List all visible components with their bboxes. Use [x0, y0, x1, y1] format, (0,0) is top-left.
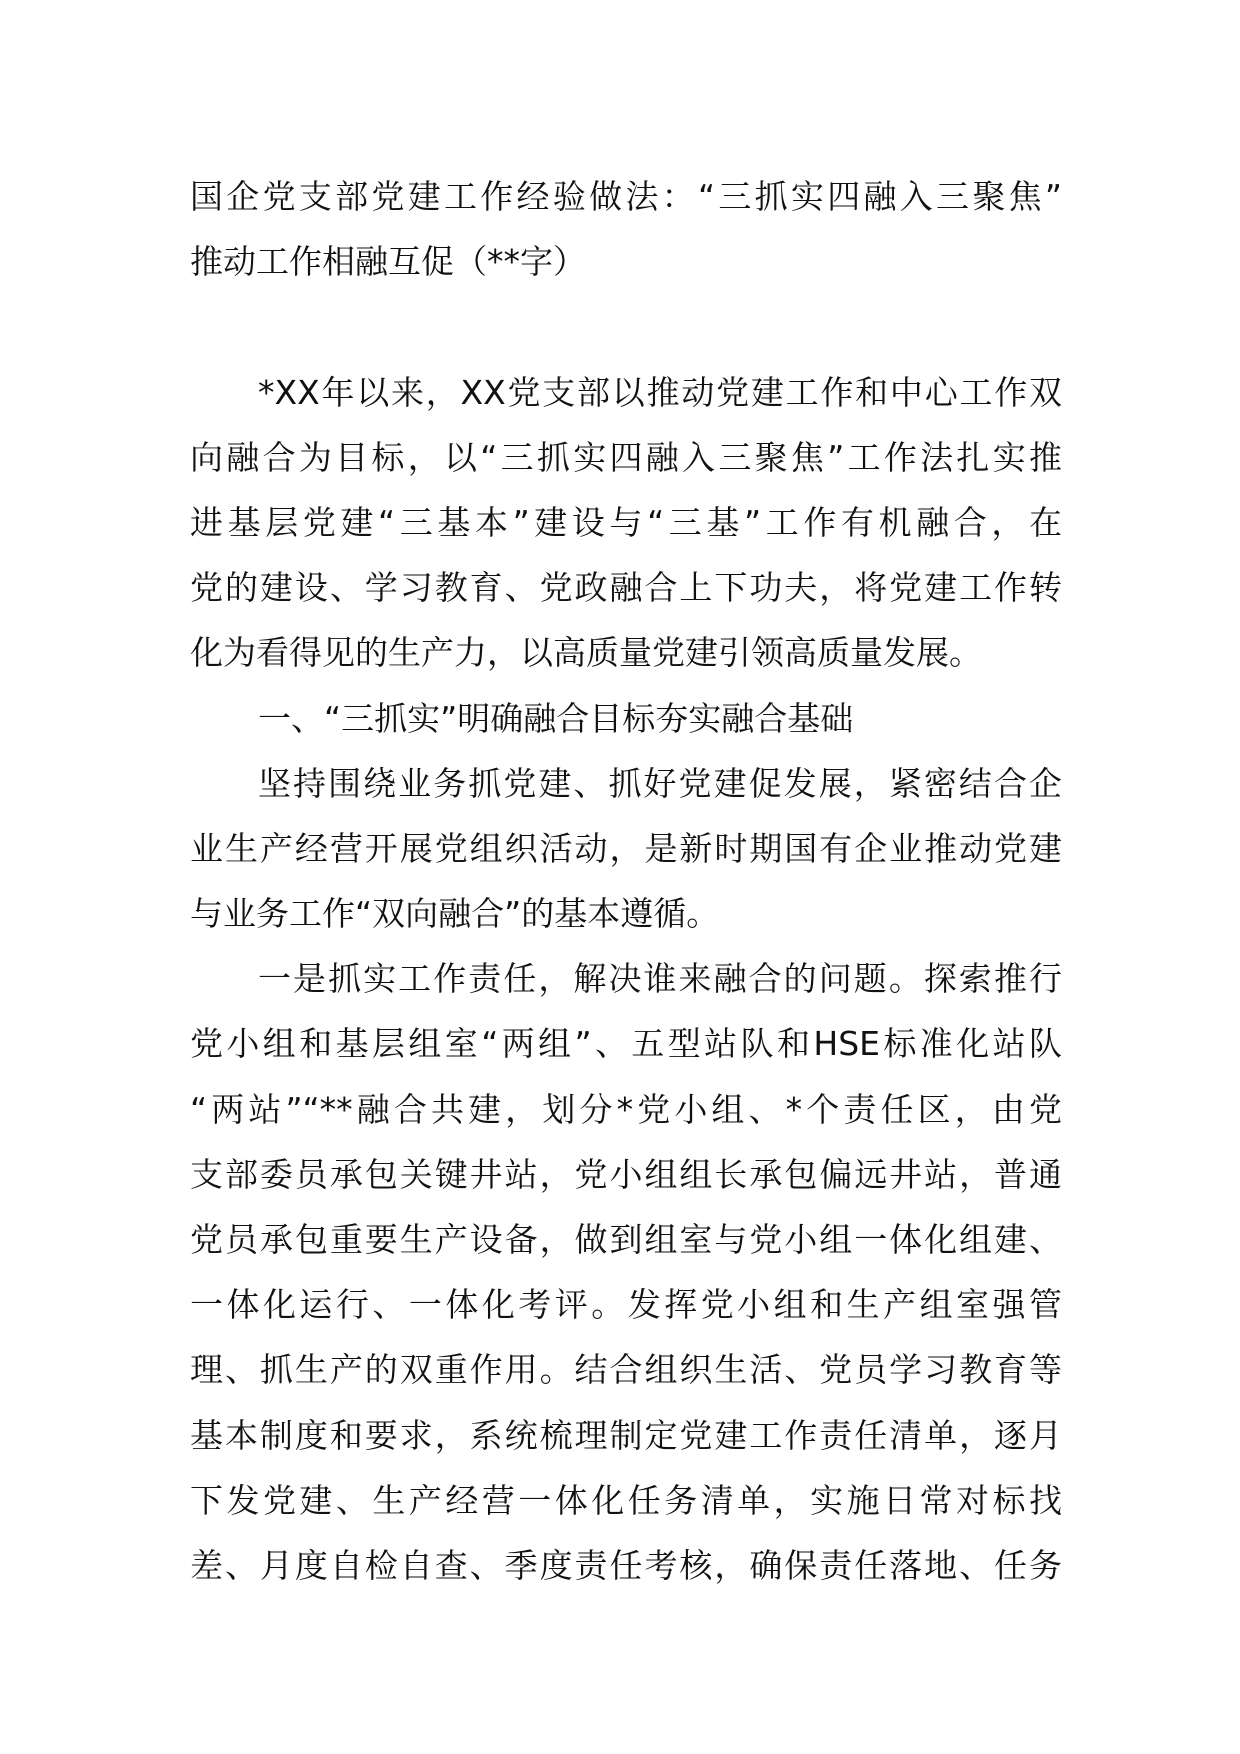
- paragraph-line: 差、月度自检自查、季度责任考核，确保责任落地、任务: [190, 1545, 1062, 1585]
- paragraph-line: 下发党建、生产经营一体化任务清单，实施日常对标找: [190, 1480, 1062, 1520]
- title-line: 国企党支部党建工作经验做法：“三抓实四融入三聚焦”: [190, 177, 1062, 216]
- document-title: [190, 164, 1062, 294]
- paragraph-line: 支部委员承包关键井站，党小组组长承包偏远井站，普通: [190, 1154, 1062, 1194]
- paragraph-line: *XX年以来，XX党支部以推动党建工作和中心工作双: [258, 372, 1062, 412]
- paragraph-line: 向融合为目标，以“三抓实四融入三聚焦”工作法扎实推: [190, 437, 1062, 477]
- intro-paragraph: [190, 360, 1062, 686]
- spacer: [190, 294, 1062, 359]
- section-heading: 一、“三抓实”明确融合目标夯实融合基础: [258, 698, 854, 738]
- paragraph-line: 党的建设、学习教育、党政融合上下功夫，将党建工作转: [190, 568, 1062, 608]
- paragraph-line: 进基层党建“三基本”建设与“三基”工作有机融合，在: [190, 502, 1062, 542]
- paragraph-line: 基本制度和要求，系统梳理制定党建工作责任清单，逐月: [190, 1415, 1062, 1455]
- paragraph-line: 与业务工作“双向融合”的基本遵循。: [190, 894, 720, 934]
- paragraph-line: “两站”“**融合共建，划分*党小组、*个责任区，由党: [190, 1089, 1062, 1129]
- paragraph-line: 理、抓生产的双重作用。结合组织生活、党员学习教育等: [190, 1350, 1062, 1390]
- title-line: 推动工作相融互促（**字）: [190, 242, 586, 282]
- paragraph-line: 坚持围绕业务抓党建、抓好党建促发展，紧密结合企: [258, 763, 1062, 803]
- paragraph-line: 党小组和基层组室“两组”、五型站队和HSE标准化站队: [190, 1024, 1062, 1064]
- section-paragraph: [190, 751, 1062, 947]
- paragraph-line: 化为看得见的生产力，以高质量党建引领高质量发展。: [190, 633, 982, 673]
- paragraph-line: 一是抓实工作责任，解决谁来融合的问题。探索推行: [258, 959, 1062, 999]
- paragraph-line: 业生产经营开展党组织活动，是新时期国有企业推动党建: [190, 828, 1062, 868]
- paragraph-line: 党员承包重要生产设备，做到组室与党小组一体化组建、: [190, 1220, 1062, 1259]
- paragraph-line: 一体化运行、一体化考评。发挥党小组和生产组室强管: [190, 1285, 1062, 1325]
- section-paragraph: [190, 946, 1062, 1598]
- document-page: [190, 164, 1062, 1598]
